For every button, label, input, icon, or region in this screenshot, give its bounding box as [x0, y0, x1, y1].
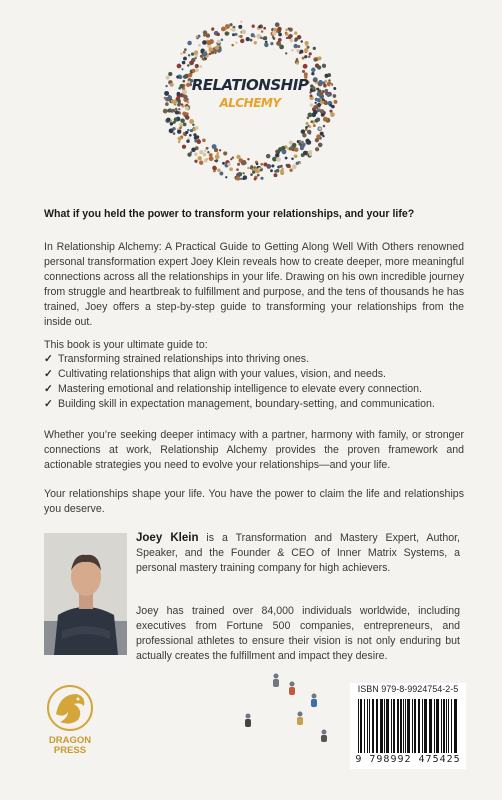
check-icon: ✓	[44, 368, 53, 380]
list-item: ✓ Transforming strained relationships into thriving ones.	[44, 353, 310, 365]
check-icon: ✓	[44, 383, 53, 395]
scattered-people-graphic	[228, 664, 338, 744]
publisher-line2: PRESS	[53, 745, 87, 756]
cover-logo	[150, 14, 350, 189]
author-name: Joey Klein	[136, 532, 199, 544]
dragon-icon	[40, 680, 100, 736]
intro-paragraph: In Relationship Alchemy: A Practical Guide to Getting Along Well With Others renowned personal transformation expert Joey Klein reveals how to create deeper, more meaningful connections across all the relationships in your life. Drawing on his own incredible journey from struggle and heartbreak to fulfillment and purpose, and the tens of thousands he has trained, Joey offers a step-by-step guide to transforming your relationships from the inside out.	[44, 241, 464, 328]
list-item: ✓ Building skill in expectation management, boundary-setting, and communication.	[44, 398, 435, 410]
publisher-logo	[40, 680, 100, 762]
headline: What if you held the power to transform your relationships, and your life?	[44, 208, 415, 220]
author-achievements: Joey has trained over 84,000 individuals worldwide, including executives from Fortune 500 companies, entrepreneurs, and professional athletes to ensure their vision is not only enduring but actually creates the fulfillment and impact they desire.	[136, 605, 460, 662]
check-icon: ✓	[44, 353, 53, 365]
list-item: ✓ Mastering emotional and relationship intelligence to elevate every connection.	[44, 383, 422, 395]
closing-paragraph: Your relationships shape your life. You have the power to claim the life and relationships you deserve.	[44, 488, 464, 515]
publisher-line1: DRAGON	[48, 735, 92, 746]
isbn-barcode	[350, 683, 466, 769]
author-bio: Joey Klein is a Transformation and Mastery Expert, Author, Speaker, and the Founder & CEO of Inner Matrix Systems, a personal mastery training company for high achievers.	[136, 532, 460, 574]
logo-subtitle: ALCHEMY	[219, 96, 281, 110]
guide-label: This book is your ultimate guide to:	[44, 339, 208, 351]
isbn-label: ISBN 979-8-9924754-2-5	[357, 684, 459, 694]
author-photo	[44, 533, 127, 655]
whether-paragraph: Whether you’re seeking deeper intimacy with a partner, harmony with family, or stronger connections at work, Relationship Alchemy provides the proven framework and actionable strategies you need to evolve your relationships—and your life.	[44, 429, 464, 471]
logo-title: RELATIONSHIP	[191, 76, 309, 94]
barcode-icon	[356, 699, 460, 753]
list-item: ✓ Cultivating relationships that align with your values, vision, and needs.	[44, 368, 387, 380]
check-icon: ✓	[44, 398, 53, 410]
barcode-digits: 9 798992 475425	[355, 754, 461, 765]
benefits-list	[44, 352, 474, 412]
